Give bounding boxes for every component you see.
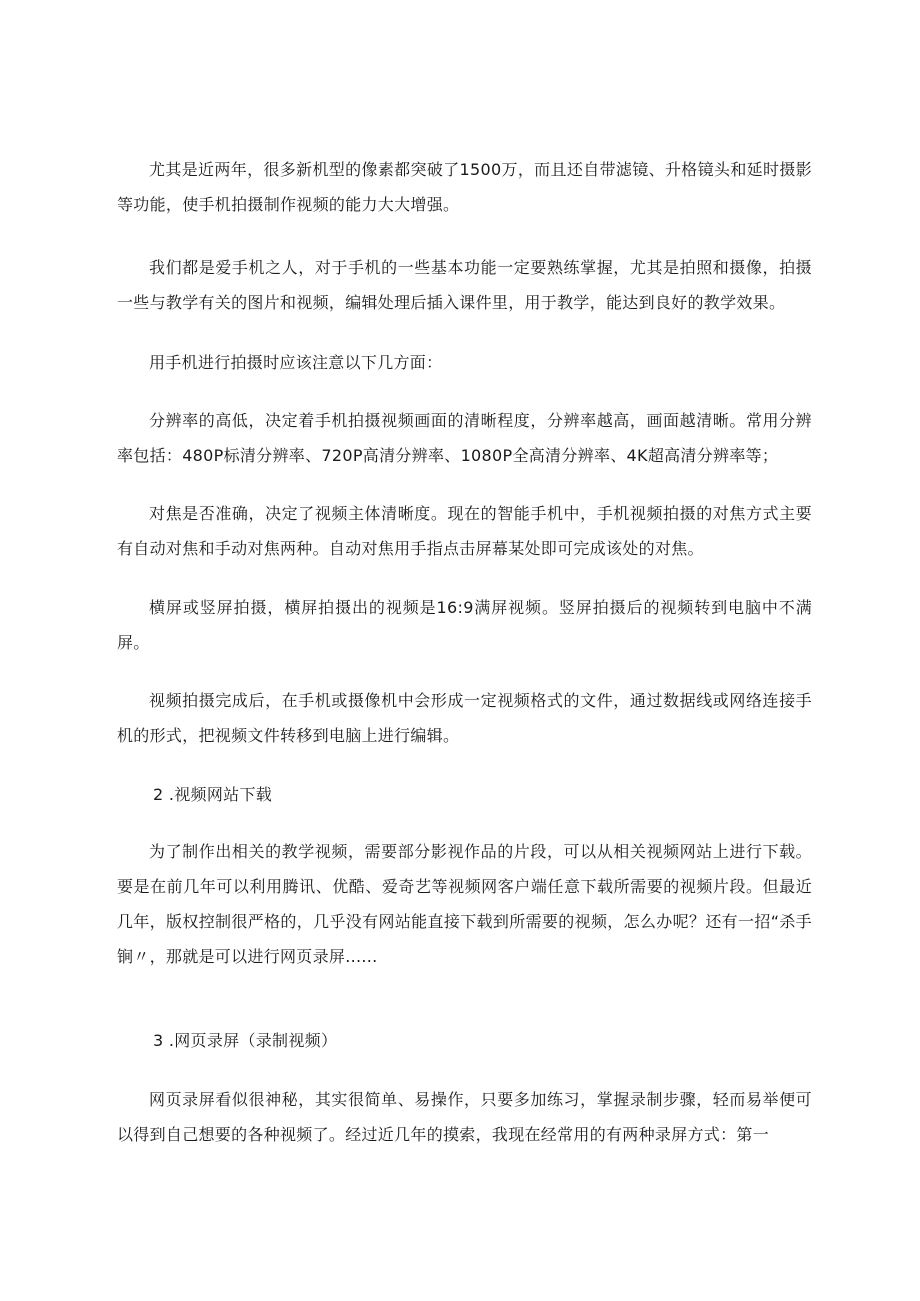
section-3-heading: 3 .网页录屏（录制视频） bbox=[153, 1031, 338, 1050]
paragraph-phone-pixels: 尤其是近两年，很多新机型的像素都突破了1500万，而且还自带滤镜、升格镜头和延时摄影等功能，使手机拍摄制作视频的能力大大增强。 bbox=[117, 160, 812, 214]
section-2-heading: 2 .视频网站下载 bbox=[153, 785, 273, 804]
paragraph-resolution: 分辨率的高低，决定着手机拍摄视频画面的清晰程度，分辨率越高，画面越清晰。常用分辨率包括：480P标清分辨率、720P高清分辨率、1080P全高清分辨率、4K超高清分辨率等； bbox=[117, 411, 812, 465]
paragraph-orientation: 横屏或竖屏拍摄，横屏拍摄出的视频是16:9满屏视频。竖屏拍摄后的视频转到电脑中不满屏。 bbox=[117, 598, 812, 652]
paragraph-video-download: 为了制作出相关的教学视频，需要部分影视作品的片段，可以从相关视频网站上进行下载。要是在前几年可以利用腾讯、优酷、爱奇艺等视频网客户端任意下载所需要的视频片段。但最近几年，版权控制很严格的，几乎没有网站能直接下载到所需要的视频，怎么办呢？还有一招“杀手锏〃，那就是可以进行网页录屏...... bbox=[117, 842, 812, 966]
paragraph-shooting-notes: 用手机进行拍摄时应该注意以下几方面： bbox=[149, 353, 443, 372]
paragraph-screen-recording: 网页录屏看似很神秘，其实很简单、易操作，只要多加练习，掌握录制步骤，轻而易举便可以得到自己想要的各种视频了。经过近几年的摸索，我现在经常用的有两种录屏方式：第一 bbox=[117, 1090, 812, 1144]
paragraph-focus: 对焦是否准确，决定了视频主体清晰度。现在的智能手机中，手机视频拍摄的对焦方式主要有自动对焦和手动对焦两种。自动对焦用手指点击屏幕某处即可完成该处的对焦。 bbox=[117, 504, 812, 558]
paragraph-transfer: 视频拍摄完成后，在手机或摄像机中会形成一定视频格式的文件，通过数据线或网络连接手机的形式，把视频文件转移到电脑上进行编辑。 bbox=[117, 691, 812, 745]
paragraph-phone-basics: 我们都是爱手机之人，对于手机的一些基本功能一定要熟练掌握，尤其是拍照和摄像，拍摄一些与教学有关的图片和视频，编辑处理后插入课件里，用于教学，能达到良好的教学效果。 bbox=[117, 258, 812, 312]
